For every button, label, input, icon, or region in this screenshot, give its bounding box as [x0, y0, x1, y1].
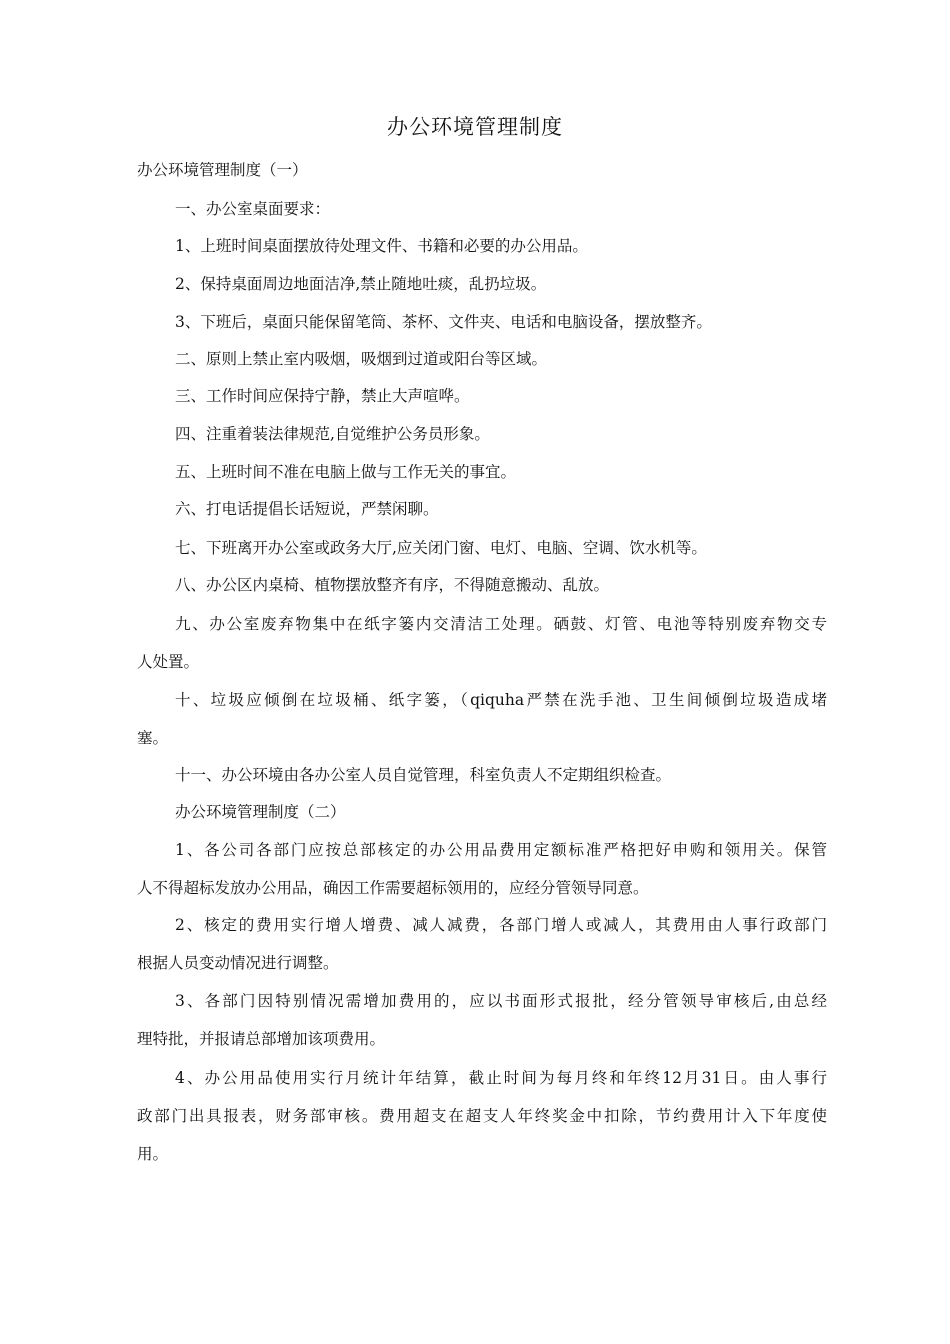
paragraph-line: 十一、办公环境由各办公室人员自觉管理，科室负责人不定期组织检查。: [175, 766, 672, 784]
paragraph-line: 八、办公区内桌椅、植物摆放整齐有序，不得随意搬动、乱放。: [175, 576, 610, 594]
paragraph-line: 3、下班后，桌面只能保留笔筒、茶杯、文件夹、电话和电脑设备，摆放整齐。: [175, 313, 712, 331]
paragraph-line: 2、核定的费用实行增人增费、减人减费，各部门增人或减人，其费用由人事行政部门: [175, 916, 827, 934]
paragraph-line: 三、工作时间应保持宁静，禁止大声喧哗。: [175, 387, 470, 405]
paragraph-line: 根据人员变动情况进行调整。: [137, 954, 339, 972]
paragraph-line: 2、保持桌面周边地面洁净,禁止随地吐痰，乱扔垃圾。: [175, 275, 547, 293]
paragraph-line: 九、办公室废弃物集中在纸字篓内交清洁工处理。硒鼓、灯管、电池等特别废弃物交专: [175, 615, 827, 633]
document-title: 办公环境管理制度: [387, 115, 563, 139]
section-heading-1: 办公环境管理制度（一）: [137, 161, 308, 179]
paragraph-line: 七、下班离开办公室或政务大厅,应关闭门窗、电灯、电脑、空调、饮水机等。: [175, 539, 707, 557]
paragraph-line: 人处置。: [137, 653, 200, 671]
paragraph-line: 1、各公司各部门应按总部核定的办公用品费用定额标准严格把好申购和领用关。保管: [175, 841, 827, 859]
paragraph-line: 五、上班时间不准在电脑上做与工作无关的事宜。: [175, 463, 517, 481]
paragraph-line: 六、打电话提倡长话短说，严禁闲聊。: [175, 500, 439, 518]
paragraph-line: 塞。: [137, 729, 169, 747]
paragraph-line: 二、原则上禁止室内吸烟，吸烟到过道或阳台等区域。: [175, 350, 548, 368]
paragraph-line: 十、垃圾应倾倒在垃圾桶、纸字篓，（qiquha严禁在洗手池、卫生间倾倒垃圾造成堵: [175, 691, 827, 709]
paragraph-line: 人不得超标发放办公用品，确因工作需要超标领用的，应经分管领导同意。: [137, 879, 649, 897]
paragraph-line: 3、各部门因特别情况需增加费用的，应以书面形式报批，经分管领导审核后,由总经: [175, 992, 827, 1010]
paragraph-line: 用。: [137, 1145, 169, 1163]
paragraph-line: 理特批，并报请总部增加该项费用。: [137, 1030, 386, 1048]
paragraph-line: 1、上班时间桌面摆放待处理文件、书籍和必要的办公用品。: [175, 237, 588, 255]
paragraph-line: 一、办公室桌面要求：: [175, 200, 331, 218]
paragraph-line: 四、注重着装法律规范,自觉维护公务员形象。: [175, 425, 490, 443]
paragraph-line: 政部门出具报表，财务部审核。费用超支在超支人年终奖金中扣除，节约费用计入下年度使: [137, 1107, 827, 1125]
paragraph-line: 4、办公用品使用实行月统计年结算，截止时间为每月终和年终12月31日。由人事行: [175, 1069, 827, 1087]
section-heading-2: 办公环境管理制度（二）: [175, 803, 346, 821]
